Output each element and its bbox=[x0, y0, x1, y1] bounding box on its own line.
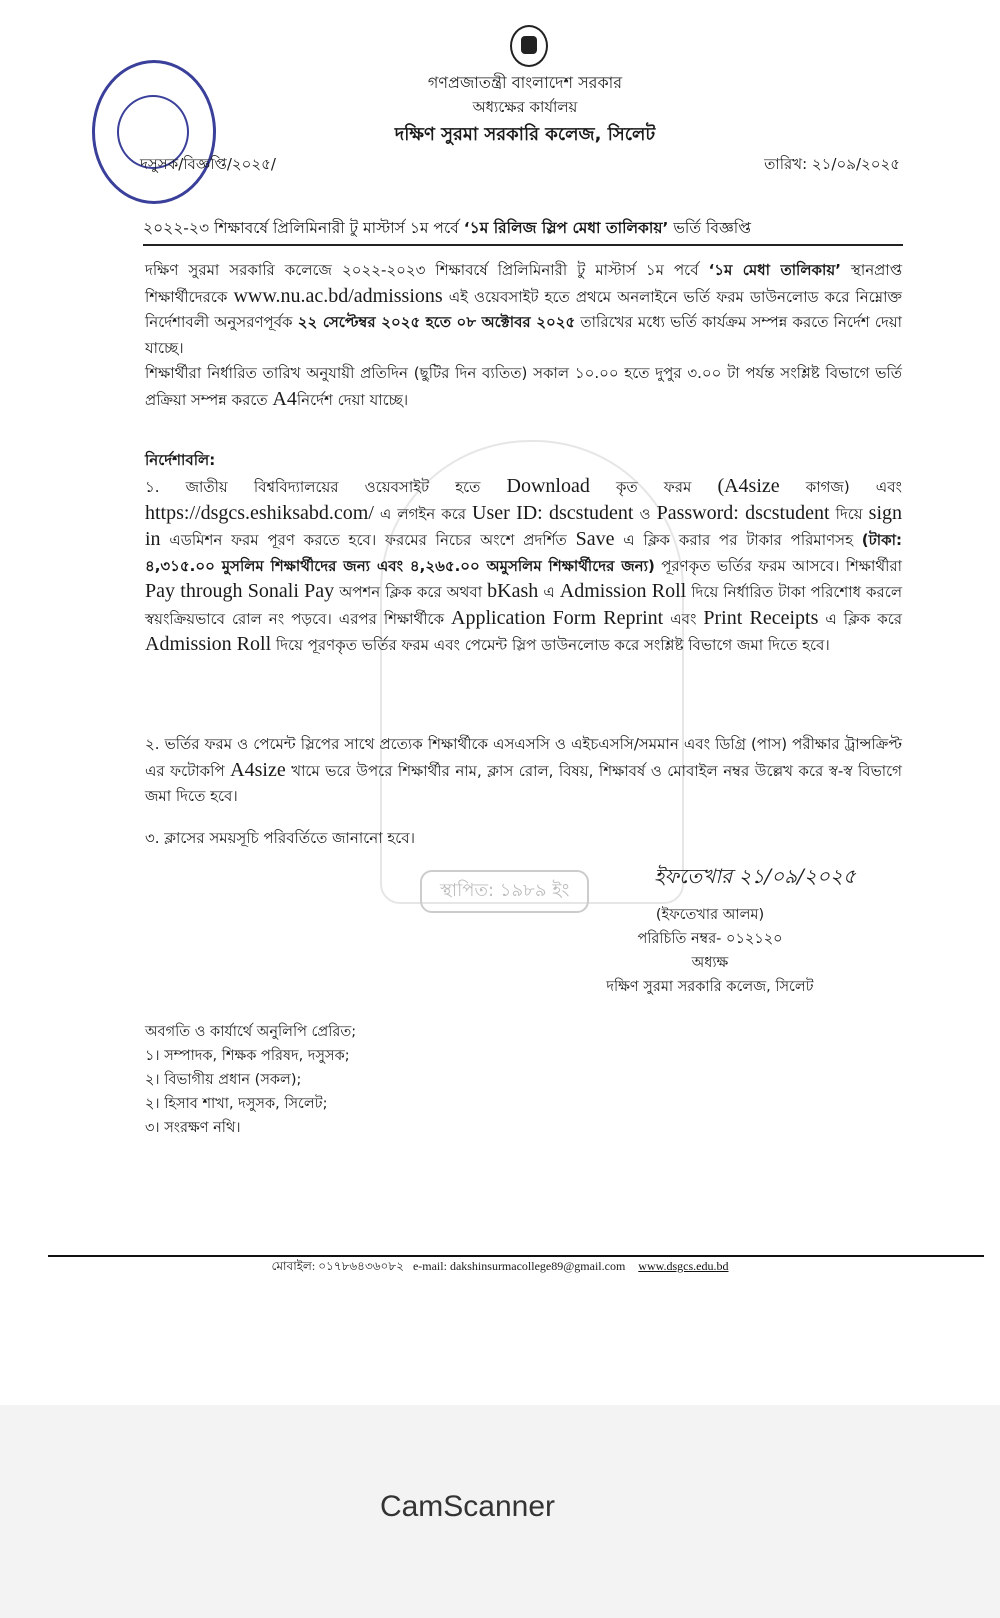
text: ও bbox=[633, 504, 657, 523]
fee-amounts: (টাকা: ৪,৩১৫.০০ মুসলিম শিক্ষার্থীদের জন্য এবং ৪,২৬৫.০০ অমুসলিম শিক্ষার্থীদের জন্য) bbox=[145, 531, 902, 575]
title-bold: ‘১ম রিলিজ স্লিপ মেধা তালিকায়’ bbox=[463, 219, 669, 237]
text: তারিখের মধ্যে ভর্তি কার্যক্রম সম্পন্ন করতে নির্দেশ দেয়া যাচ্ছে। bbox=[145, 313, 903, 357]
text: কৃত ফরম bbox=[589, 478, 718, 496]
copy-item: ১। সম্পাদক, শিক্ষক পরিষদ, দসুসক; bbox=[145, 1048, 350, 1064]
camscanner-brand: CamScanner bbox=[379, 1490, 556, 1523]
footer-divider bbox=[48, 1255, 984, 1257]
text: এ ক্লিক করে bbox=[818, 609, 903, 628]
text: Save bbox=[575, 528, 615, 550]
text-bold: ‘১ম মেধা তালিকায়’ bbox=[708, 261, 841, 279]
text: sign in bbox=[145, 501, 903, 550]
footer-mobile: মোবাইল: ০১৭৮৬৪৩৬০৮২ bbox=[271, 1259, 404, 1273]
signatory-institution: দক্ষিণ সুরমা সরকারি কলেজ, সিলেট bbox=[606, 979, 814, 995]
title-post: ভর্তি বিজ্ঞপ্তি bbox=[668, 219, 751, 237]
password: Password: dscstudent bbox=[656, 501, 830, 524]
copy-item: ২। বিভাগীয় প্রধান (সকল); bbox=[145, 1072, 302, 1088]
text: Admission Roll bbox=[145, 633, 272, 655]
notice-title bbox=[143, 216, 903, 246]
instruction-3: ৩. ক্লাসের সময়সূচি পরিবর্তিতে জানানো হবে। bbox=[145, 829, 415, 847]
text: দক্ষিণ সুরমা সরকারি কলেজে ২০২২-২০২৩ শিক্ষাবর্ষে প্রিলিমিনারী টু মাস্টার্স ১ম পর্বে bbox=[145, 261, 709, 279]
text: শিক্ষার্থীরা নির্ধারিত তারিখ অনুযায়ী প্রতিদিন (ছুটির দিন ব্যতিত) সকাল ১০.০০ হতে দুপুর ৩.০০ টা পর্যন্ত সংশ্লিষ্ট বিভাগে ভর্তি প্রক্রিয়া সম্পন্ন করতে bbox=[145, 364, 902, 409]
title-pre: ২০২২-২৩ শিক্ষাবর্ষে প্রিলিমিনারী টু মাস্টার্স ১ম পর্বে bbox=[143, 219, 464, 237]
government-name: গণপ্রজাতন্ত্রী বাংলাদেশ সরকার bbox=[427, 73, 623, 92]
text: দিয়ে bbox=[829, 504, 869, 523]
signatory-name: (ইফতেখার আলম) bbox=[655, 907, 765, 923]
notice-date: তারিখ: ২১/০৯/২০২৫ bbox=[764, 155, 900, 173]
text: A4size bbox=[230, 758, 286, 781]
user-id: User ID: dscstudent bbox=[472, 501, 634, 524]
text: পূরণকৃত ভর্তির ফরম আসবে। শিক্ষার্থীরা bbox=[654, 556, 903, 575]
text: দিয়ে নির্ধারিত টাকা পরিশোধ করলে স্বয়ংক্রিয়ভাবে রোল নং পড়বে। এরপর শিক্ষার্থীকে bbox=[145, 583, 902, 628]
copy-heading: অবগতি ও কার্যার্থে অনুলিপি প্রেরিত; bbox=[145, 1024, 357, 1040]
text: Print Receipts bbox=[703, 606, 819, 629]
text: স্থানপ্রাপ্ত শিক্ষার্থীদেরকে bbox=[145, 261, 903, 306]
instruction-2 bbox=[145, 732, 902, 810]
text: Application Form Reprint bbox=[451, 606, 664, 629]
instruction-1 bbox=[145, 474, 902, 659]
admission-date-range: ২২ সেপ্টেম্বর ২০২৫ হতে ০৮ অক্টোবর ২০২৫ bbox=[297, 313, 576, 331]
text: A4 bbox=[272, 387, 297, 410]
text: এবং bbox=[663, 609, 704, 628]
intro-paragraph bbox=[145, 258, 902, 413]
text: এই ওয়েবসাইট হতে প্রথমে অনলাইনে ভর্তি ফরম ডাউনলোড করে নিম্নোক্ত নির্দেশাবলী অনুসরণপূর্বক bbox=[145, 287, 903, 331]
copy-item: ৩। সংরক্ষণ নথি। bbox=[145, 1120, 241, 1136]
text: (A4size bbox=[717, 475, 780, 497]
text: এ bbox=[538, 583, 560, 601]
copy-item: ২। হিসাব শাখা, দসুসক, সিলেট; bbox=[145, 1096, 328, 1112]
footer-website-link[interactable]: www.dsgcs.edu.bd bbox=[638, 1259, 729, 1273]
instructions-heading: নির্দেশাবলি: bbox=[145, 451, 216, 469]
text: অপশন ক্লিক করে অথবা bbox=[334, 583, 488, 601]
footer-contact bbox=[0, 1258, 1000, 1278]
text: Download bbox=[506, 475, 590, 497]
text: Admission Roll bbox=[559, 580, 687, 602]
memo-number: দসুসক/বিজ্ঞপ্তি/২০২৫/ bbox=[140, 155, 276, 173]
text: কাগজ) এবং bbox=[779, 478, 902, 496]
footer-email: e-mail: dakshinsurmacollege89@gmail.com bbox=[412, 1259, 626, 1273]
text: নির্দেশ দেয়া যাচ্ছে। bbox=[296, 390, 409, 409]
government-emblem-icon bbox=[510, 25, 548, 67]
text: ২. ভর্তির ফরম ও পেমেন্ট স্লিপের সাথে প্রত্যেক শিক্ষার্থীকে এসএসসি ও এইচএসসি/সমমান এবং ডিগ্রি (পাস) পরীক্ষার ট্রান্সক্রিপ্ট এর ফটোকপি bbox=[145, 735, 902, 780]
text: এ ক্লিক করার পর টাকার পরিমাণসহ bbox=[614, 531, 862, 549]
signatory-designation: অধ্যক্ষ bbox=[691, 955, 729, 971]
text: দিয়ে পূরণকৃত ভর্তির ফরম এবং পেমেন্ট স্লিপ ডাউনলোড করে সংশ্লিষ্ট বিভাগে জমা দিতে হবে। bbox=[271, 636, 830, 654]
admission-url: www.nu.ac.bd/admissions bbox=[233, 284, 443, 307]
text: এডমিশন ফরম পূরণ করতে হবে। ফরমের নিচের অংশে প্রদর্শিত bbox=[160, 531, 576, 549]
signatory-id: পরিচিতি নম্বর- ০১২১২০ bbox=[637, 931, 783, 947]
text: bKash bbox=[487, 580, 539, 602]
text: ১. জাতীয় বিশ্ববিদ্যালয়ের ওয়েবসাইট হতে bbox=[145, 478, 507, 496]
portal-url: https://dsgcs.eshiksabd.com/ bbox=[145, 501, 374, 524]
text: এ লগইন করে bbox=[373, 504, 473, 523]
copy-recipients bbox=[145, 1020, 356, 1140]
office-name: অধ্যক্ষের কার্যালয় bbox=[472, 98, 578, 116]
text: Pay through Sonali Pay bbox=[145, 580, 335, 602]
handwritten-signature: ইফতেখার ২১/০৯/২০২৫ bbox=[654, 864, 856, 888]
college-name: দক্ষিণ সুরমা সরকারি কলেজ, সিলেট bbox=[394, 124, 656, 145]
watermark-established-text: স্থাপিত: ১৯৮৯ ইং bbox=[420, 870, 589, 913]
text: খামে ভরে উপরে শিক্ষার্থীর নাম, ক্লাস রোল, বিষয়, শিক্ষাবর্ষ ও মোবাইল নম্বর উল্লেখ করে স্ব-স্ব বিভাগে জমা দিতে হবে। bbox=[145, 761, 902, 805]
